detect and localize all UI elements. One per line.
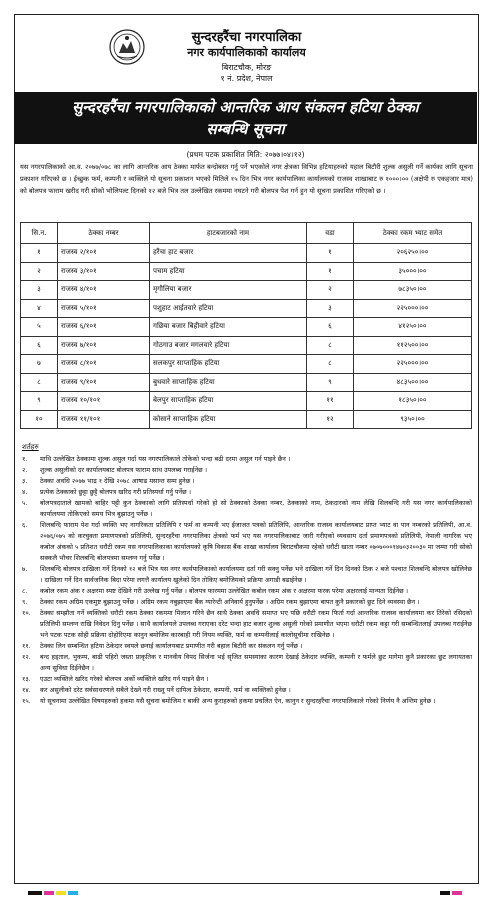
condition-text: यो सूचनामा उल्लेखित विषयहरुको हकमा यसै सूचना बमोजिम र बाकी अन्य कुराहरुको हकमा प्रचलित ऐन, कानुन र सुन्दरहरैंचा नगरपालिकाले गरेको निर्णय नै अन्तिम हुनेछ । [40, 697, 436, 705]
print-registration-mark [28, 891, 42, 895]
cell-serial: ७ [21, 355, 58, 374]
cell-contract-no: राजस्व ३/१०१ [58, 262, 150, 281]
cell-market-name: बेलपुर साप्ताहिक हटिया [150, 392, 307, 411]
condition-text: शिलबन्दि फाराम पेश गर्दा व्यक्ति भए नागरिकता प्रतिलिपि र फर्म वा कम्पनी भए ईजाजत पत्रको प्रतिलिपि, आन्तरिक राजस्व कार्यालयबाट प्राप्त भ्याट वा पान नम्बरको प्रतिलिपी, आ.व. २०७६/०७५ को करचुक्ता प्रमाणपत्रको प्रतिलिपी, सुन्दरहरैंचा नगरपालिका क्षेत्रको फर्म भए यस नगरपालिकाबाट जारी गरीएको व्यवसाय दर्ता प्रमाणपत्रको प्रतिलिपी, नेपाली नागरिक भए कबोल अंकको ५ प्रतिशत धरौटी रकम यस नगरपालिकाका कार्यालयको कृषि विकास बैंक शाखा कार्यालय बिराटचौकमा रहेको धरौटी खाता नम्बर ०७०७०००१४७०३२००३० मा जम्मा गरी सोको सक्कलै भौचर शिलबन्दि बोलपत्रमा सम्लग्न गर्नु पर्नेछ । [40, 521, 472, 562]
conditions-heading: शर्तहरु [22, 443, 39, 451]
col-header-ward: वडा [307, 223, 354, 244]
condition-item [22, 454, 472, 465]
bid-table [20, 222, 472, 429]
condition-text: ठेक्का सम्झौता गर्ने व्यक्तिको धरौटी रकम ठेक्का रकममा मिलान गरिने छैन साथै ठेक्का अवधि समाप्त भए पछि धरौटी रकम फिर्ता गर्दा आन्तरिक राजस्व कार्यालयमा कर तिरेको रसिदको प्रतिलिपी सम्लग्न राखि निवेदन दिनु पर्नेछ । साथै कार्यालयले उपलब्ध गराएका दरेट भन्दा हाट बजार शुल्क असुली गरेको प्रमाणीत भएमा धरौटी रकम कट्टा गरी सम्बन्धितलाई उपलब्ध गराईनेछ भने पटक पटक सोही प्रक्रिया दोहोरिएमा कानुन बमोजिम कारबाही गरी नियम व्यक्ति, फर्म वा कम्पनीलाई कालोसूचीमा राखिनेछ । [40, 609, 472, 639]
cell-ward: २ [307, 281, 354, 300]
condition-number: ७. [22, 565, 28, 573]
cell-contract-no: राजस्व ७/१०१ [58, 336, 150, 355]
cell-serial: ६ [21, 336, 58, 355]
table-row [21, 299, 472, 318]
condition-number: १५. [22, 697, 31, 705]
table-row [21, 373, 472, 392]
condition-text: ठेक्का रकम अग्रिम एकमुष्ट बुझाउनु पर्नेछ । अग्रिम रकम नबुझाएमा बैंक ग्यारेन्टी अनिवार्य हुनुपर्नेछ । अग्रिम रकम बुझाएमा बापत कुनै प्रकारको छुट दिने व्यवस्था छैन । [40, 598, 420, 606]
condition-number: ६. [22, 521, 28, 529]
cell-amount: ४१२५०।०० [354, 318, 472, 337]
cell-serial: १ [21, 244, 58, 263]
cell-contract-no: राजस्व ९/१०१ [58, 373, 150, 392]
condition-number: ८. [22, 587, 28, 595]
cell-amount: ४८३५००।०० [354, 373, 472, 392]
condition-text: कर असुलीको दरेट सर्वसाधरणले सबैले देख्ने गरी राख्नु पर्ने दायित्व ठेकेदार, कम्पनी, फर्म वा व्यक्तिको हुनेछ । [40, 686, 291, 694]
publication-date: (प्रथम पटक प्रकाशित मिति: २०७७।०४।१२) [186, 150, 305, 159]
cell-ward: ३ [307, 299, 354, 318]
org-name: सुन्दरहरैंचा नगरपालिका [191, 30, 302, 45]
cell-market-name: हरैंचा हाट बजार [150, 244, 307, 263]
cell-contract-no: राजस्व २/१०१ [58, 244, 150, 263]
col-header-market-name: हाटबजारको नाम [150, 223, 307, 244]
condition-number: ३. [22, 477, 28, 485]
banner-title-line1: सुन्दरहरैंचा नगरपालिकाको आन्तरिक आय संकलन हटिया ठेक्का [72, 98, 419, 116]
cell-serial: ४ [21, 299, 58, 318]
condition-item [22, 652, 472, 674]
condition-text: प्रत्येक ठेक्काको छुट्टा छुट्टै बोलपत्र खरिद गरी प्रतिस्पर्धा गर्नु पर्नेछ । [40, 488, 192, 496]
condition-text: ठेक्का अवधि २०७७ भाद्र १ देखि २०७८ आषाढ मसान्त सम्म हुनेछ । [40, 477, 195, 485]
condition-item [22, 597, 472, 608]
title-banner [14, 92, 477, 144]
condition-number: २. [22, 466, 28, 474]
condition-text: शुल्क असुलीको दर कार्यालयबाट बोलपत्र फाराम साथ उपलब्ध गराईनेछ । [40, 466, 208, 474]
cell-ward: ८ [307, 355, 354, 374]
table-row [21, 318, 472, 337]
conditions-list [22, 454, 472, 707]
cell-serial: ३ [21, 281, 58, 300]
table-row [21, 392, 472, 411]
col-header-amount: ठेक्का रकम भ्याट समेत [354, 223, 472, 244]
cell-contract-no: राजस्व १०/१०१ [58, 392, 150, 411]
condition-item [22, 476, 472, 487]
cell-contract-no: राजस्व ६/१०१ [58, 318, 150, 337]
banner-title-line2: सम्बन्धि सूचना [206, 120, 285, 138]
intro-paragraph: यस नगरपालिकाको आ.व. २०७७/०७८ का लागि आन्तरिक आय ठेक्का मार्फत बन्दोबस्त गर्नु पर्ने भएकोले नगर क्षेत्रका विभिन्न हटियाहरुको यहाल बिटौरी शुल्क असुली गर्ने कार्यका लागि सूचना प्रकाशन गरिएको छ । ईच्छुक फर्म, कम्पनी र व्यक्तिले यो सूचना प्रकाशन भएको मितिले १५ दिन भित्र नगर कार्यपालिका कार्यालयको राजस्व शाखाबाट रु १०००।०० (अक्षेपी रु एकहजार मात्र) को बोलपत्र फाराम खरीद गरी सोको भोलिपल्ट दिनको १२ बजे भित्र तल उल्लेखित रकममा नघटने गरी बोलपत्र पेश गर्न हुन यो सूचना प्रकाशित गरिएको छ । [20, 163, 473, 195]
table-row [21, 336, 472, 355]
table-row [21, 262, 472, 281]
condition-number: ५. [22, 499, 28, 507]
condition-item [22, 641, 472, 652]
condition-text: शिलबन्दि बोलपत्र दाखिला गर्ने दिनको १२ बजे भित्र यस नगर कार्यपालिकाको कार्यालयमा दर्ता गरी सक्नु पर्नेछ भने दाखिला गर्ने दिन दिनको ठिक २ बजे पश्चात शिलबन्दि बोलपत्र खोलिनेछ । दाखिला गर्ने दिन सार्वजनिक बिदा परेमा लगत्तै कार्यालय खुलेको दिन तोकिए बमोजिमको प्रक्रिया अगाडी बढाईनेछ । [40, 565, 472, 584]
condition-number: १४. [22, 686, 31, 694]
condition-item [22, 487, 472, 498]
cell-ward: १ [307, 262, 354, 281]
cell-amount: ३५०००।०० [354, 262, 472, 281]
print-registration-mark [56, 891, 66, 895]
cell-ward: ११ [307, 392, 354, 411]
province-name: १ नं. प्रदेश, नेपाल [220, 74, 273, 83]
cell-market-name: बुधवारे साप्ताहिक हटिया [150, 373, 307, 392]
condition-number: १. [22, 455, 28, 463]
table-header-row [21, 223, 472, 244]
condition-number: १२. [22, 653, 31, 661]
table-row [21, 410, 472, 429]
cell-contract-no: राजस्व ११/१०१ [58, 410, 150, 429]
condition-text: एउटा व्यक्तिले खरिद गरेको बोलपत्र अर्को व्यक्तिले खरिद गर्न पाइने छैन । [40, 675, 209, 683]
table-row [21, 355, 472, 374]
condition-text: ठेक्का लिन सम्बन्धित हटिया ठेकेदार स्वयले छनाई कार्यालयबाट प्रमाणीत गरी बहाल बिटौरी कर संकलन गर्नु पर्नेछ । [40, 642, 303, 650]
cell-amount: २२५०००।०० [354, 355, 472, 374]
print-registration-mark [44, 891, 54, 895]
condition-text: कबोल रकम अंक र अक्षरमा स्पष्ट देखिने गरी उल्लेख गर्नु पर्नेछ । बोलपत्र फारममा उल्लेखित कबोल रकम अंक र अक्षरमा फरक परेमा अक्षरलाई मान्यता दिईनेछ । [40, 587, 409, 595]
cell-market-name: मृगौलिया बजार [150, 281, 307, 300]
condition-item [22, 685, 472, 696]
cell-market-name: पशुहाट आईतवारे हटिया [150, 299, 307, 318]
cell-ward: १२ [307, 410, 354, 429]
cell-ward: ६ [307, 318, 354, 337]
cell-ward: ८ [307, 336, 354, 355]
condition-item [22, 586, 472, 597]
condition-number: १३. [22, 675, 31, 683]
condition-text: बन्द हड्ताल, भुकम्प, बाढी पहिरो जस्ता प्राकृतिक र मानवीय विपद सिर्जना भई सृजित समस्याका कारण देखाई ठेकेदार व्यक्ति, कम्पनी र फर्मले छुट मागेमा कुनै प्रकारका छुट लगायतका अन्य सुविधा दिईनेछैन । [40, 653, 472, 672]
condition-item [22, 498, 472, 520]
cell-market-name: कोसाने साप्ताहिक हटिया [150, 410, 307, 429]
condition-number: १०. [22, 609, 31, 617]
notice-frame [14, 14, 479, 884]
cell-contract-no: राजस्व ४/१०१ [58, 281, 150, 300]
cell-ward: १ [307, 244, 354, 263]
office-name: नगर कार्यपालिकाको कार्यालय [187, 46, 306, 59]
header [15, 21, 478, 103]
cell-amount: ११२५००।०० [354, 336, 472, 355]
condition-item [22, 696, 472, 707]
condition-number: ९. [22, 598, 28, 606]
condition-item [22, 674, 472, 685]
cell-serial: ९ [21, 392, 58, 411]
condition-text: माथि उल्लेखित ठेक्कामा शुल्क असुल गर्दा यस नगरपालिकाले तोकेको भन्दा बढी दरमा असुल गर्न पाइने छैन । [40, 455, 291, 463]
cell-serial: ८ [21, 373, 58, 392]
print-registration-mark [68, 891, 78, 895]
cell-contract-no: राजस्व ८/१०१ [58, 355, 150, 374]
cell-serial: १० [21, 410, 58, 429]
condition-text: बोलपत्रदाताले खामको बाहिर पट्टी कुन ठेक्काको लागि प्रतिस्पर्धा गरेको हो सो ठेक्काको ठेक्का नम्बर, ठेक्काको नाम, ठेकदारको नाम लेखि शिलबन्दि गरी यस नगर कार्यपालिकाको कार्यालयमा तोकिएको समय भित्र बुझाउनु पर्नेछ । [40, 499, 472, 518]
print-registration-mark [440, 891, 450, 895]
table-row [21, 281, 472, 300]
col-header-serial: सि.न. [21, 223, 58, 244]
condition-item [22, 465, 472, 476]
cell-market-name: गोठगाउ बजार मगलवारे हटिया [150, 336, 307, 355]
condition-item [22, 520, 472, 564]
cell-serial: २ [21, 262, 58, 281]
col-header-contract-no: ठेक्का नम्बर [58, 223, 150, 244]
cell-market-name: सलकपुर साप्ताहिक हटिया [150, 355, 307, 374]
condition-item [22, 564, 472, 586]
cell-amount: २०६२५०।०० [354, 244, 472, 263]
cell-serial: ५ [21, 318, 58, 337]
cell-amount: ९३५०।०० [354, 410, 472, 429]
condition-item [22, 608, 472, 641]
condition-number: ४. [22, 488, 28, 496]
cell-amount: ७८३५०।०० [354, 281, 472, 300]
cell-amount: १८३५०।०० [354, 392, 472, 411]
cell-market-name: गछिया बजार बिहीवारे हटिया [150, 318, 307, 337]
cell-ward: ९ [307, 373, 354, 392]
cell-contract-no: राजस्व ५/१०१ [58, 299, 150, 318]
table-row [21, 244, 472, 263]
cell-amount: २२५०००।०० [354, 299, 472, 318]
print-registration-mark [452, 891, 462, 895]
office-location: बिराटचौक, मोरङ [221, 63, 272, 72]
cell-market-name: पचाम हटिया [150, 262, 307, 281]
condition-number: ११. [22, 642, 31, 650]
